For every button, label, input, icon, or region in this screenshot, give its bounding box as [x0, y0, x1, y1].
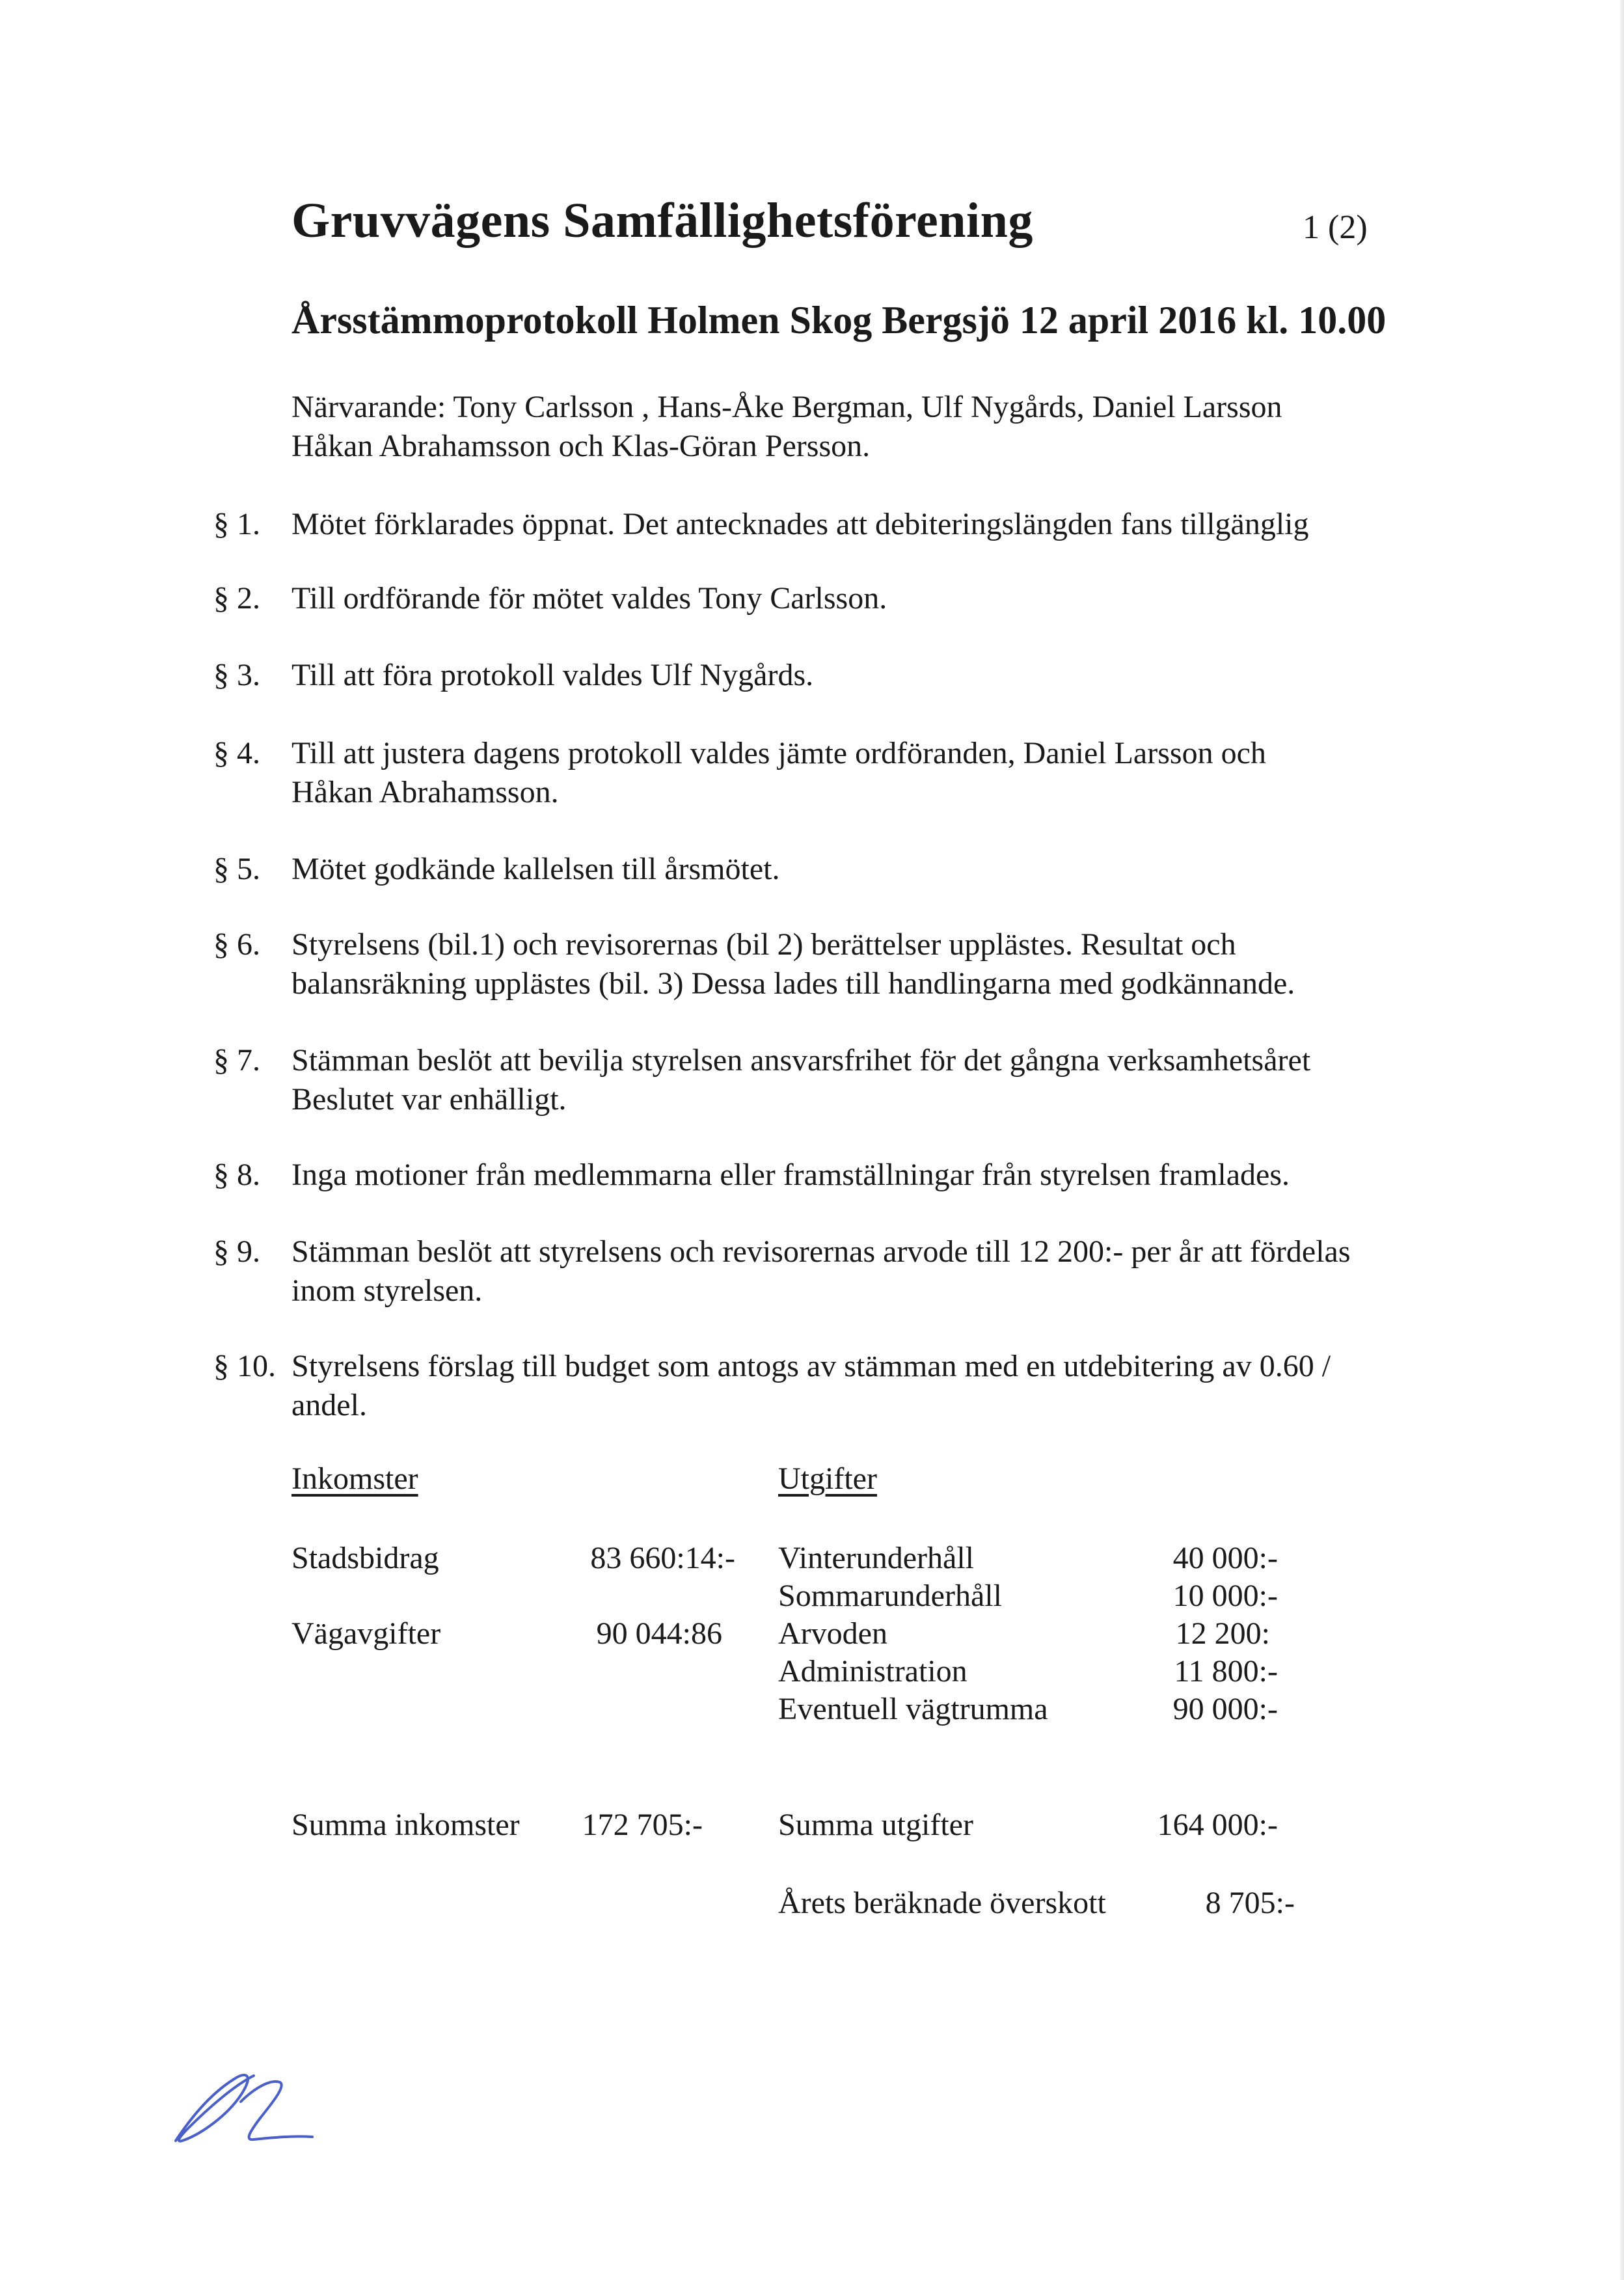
paragraph-line: Mötet godkände kallelsen till årsmötet.: [291, 852, 780, 886]
expense-label-5: Eventuell vägtrumma: [778, 1692, 1048, 1726]
paragraph-text-5: [291, 850, 1365, 889]
paragraph-text-8: [291, 1156, 1365, 1195]
page-number: 1 (2): [1303, 209, 1368, 246]
expense-amount-4: 11 800:-: [1174, 1654, 1278, 1689]
paragraph-line: andel.: [291, 1388, 367, 1422]
expense-amount-5: 90 000:-: [1172, 1692, 1278, 1726]
paragraph-text-4: [291, 734, 1365, 812]
paragraph-text-10: [291, 1347, 1365, 1425]
paragraph-number-2: § 2.: [213, 581, 260, 616]
paragraph-text-7: [291, 1041, 1365, 1119]
expense-total: 164 000:-: [1157, 1808, 1278, 1842]
income-total: 172 705:-: [582, 1808, 703, 1842]
paragraph-number-3: § 3.: [213, 658, 260, 692]
surplus-label: Årets beräknade överskott: [778, 1886, 1106, 1920]
surplus-amount: 8 705:-: [1205, 1886, 1295, 1920]
expense-amount-1: 40 000:-: [1172, 1541, 1278, 1575]
paragraph-number-6: § 6.: [213, 927, 260, 962]
expense-label-4: Administration: [778, 1654, 968, 1689]
paragraph-number-5: § 5.: [213, 852, 260, 886]
paragraph-text-9: [291, 1232, 1365, 1310]
income-total-label: Summa inkomster: [291, 1808, 520, 1842]
income-label-2: Vägavgifter: [291, 1616, 441, 1651]
paragraph-text-2: [291, 579, 1365, 618]
income-header: Inkomster: [291, 1461, 418, 1496]
income-amount-2: 90 044:86: [596, 1616, 722, 1651]
attendees: [291, 388, 1365, 466]
paragraph-line: Mötet förklarades öppnat. Det antecknades att debiteringslängden fans tillgänglig: [291, 507, 1309, 541]
paragraph-line: Till att justera dagens protokoll valdes jämte ordföranden, Daniel Larsson och: [291, 736, 1266, 770]
paragraph-line: balansräkning upplästes (bil. 3) Dessa lades till handlingarna med godkännande.: [291, 966, 1295, 1001]
paragraph-text-3: [291, 656, 1365, 695]
paragraph-line: Styrelsens förslag till budget som antogs av stämman med en utdebitering av 0.60 /: [291, 1349, 1331, 1383]
expense-amount-2: 10 000:-: [1172, 1579, 1278, 1613]
paragraph-line: Inga motioner från medlemmarna eller framställningar från styrelsen framlades.: [291, 1158, 1290, 1192]
paragraph-number-9: § 9.: [213, 1234, 260, 1269]
paragraph-number-4: § 4.: [213, 736, 260, 770]
paragraph-line: inom styrelsen.: [291, 1273, 483, 1308]
paragraph-text-1: [291, 505, 1365, 544]
paragraph-line: Till att föra protokoll valdes Ulf Nygårds.: [291, 658, 814, 692]
attendees-line-1: Närvarande: Tony Carlsson , Hans-Åke Bergman, Ulf Nygårds, Daniel Larsson: [291, 390, 1282, 424]
expense-label-1: Vinterunderhåll: [778, 1541, 975, 1575]
scan-edge: [1620, 0, 1624, 2280]
paragraph-line: Styrelsens (bil.1) och revisorernas (bil 2) berättelser upplästes. Resultat och: [291, 927, 1236, 962]
expense-label-3: Arvoden: [778, 1616, 887, 1651]
paragraph-line: Till ordförande för mötet valdes Tony Carlsson.: [291, 581, 887, 616]
association-title: Gruvvägens Samfällighetsförening: [291, 193, 1033, 248]
income-label-1: Stadsbidrag: [291, 1541, 439, 1575]
protocol-heading: Årsstämmoprotokoll Holmen Skog Bergsjö 12 april 2016 kl. 10.00: [291, 299, 1387, 342]
expense-total-label: Summa utgifter: [778, 1808, 973, 1842]
paragraph-number-7: § 7.: [213, 1043, 260, 1078]
paragraph-text-6: [291, 925, 1365, 1003]
paragraph-line: Håkan Abrahamsson.: [291, 775, 559, 809]
income-amount-1: 83 660:14:-: [590, 1541, 735, 1575]
expense-header: Utgifter: [778, 1461, 877, 1496]
expense-label-2: Sommarunderhåll: [778, 1579, 1002, 1613]
signature-mark: [163, 2050, 358, 2154]
paragraph-number-8: § 8.: [213, 1158, 260, 1192]
paragraph-line: Beslutet var enhälligt.: [291, 1082, 567, 1117]
attendees-line-2: Håkan Abrahamsson och Klas-Göran Persson.: [291, 429, 871, 463]
paragraph-line: Stämman beslöt att bevilja styrelsen ansvarsfrihet för det gångna verksamhetsåret: [291, 1043, 1311, 1078]
paragraph-line: Stämman beslöt att styrelsens och revisorernas arvode till 12 200:- per år att fördelas: [291, 1234, 1351, 1269]
paragraph-number-1: § 1.: [213, 507, 260, 541]
paragraph-number-10: § 10.: [213, 1349, 276, 1383]
expense-amount-3: 12 200:: [1175, 1616, 1270, 1651]
